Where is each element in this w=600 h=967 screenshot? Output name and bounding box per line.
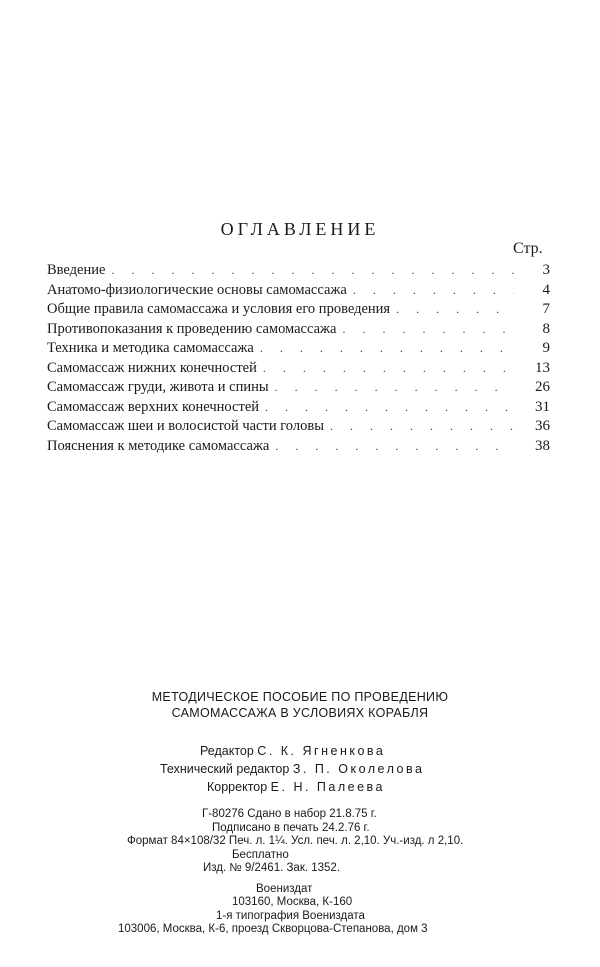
- toc-entry: [47, 418, 550, 438]
- book-title-line: САМОМАССАЖА В УСЛОВИЯХ КОРАБЛЯ: [171, 706, 429, 720]
- toc-entry-title: Техника и методика самомассажа: [47, 340, 254, 356]
- corrector-credit: [0, 778, 600, 796]
- toc-entry: [47, 301, 550, 321]
- toc-leader-dots: [263, 361, 514, 376]
- tech-editor-credit: [0, 760, 600, 778]
- toc-entry-page: 8: [542, 320, 550, 337]
- corrector-name: Е. Н. Палеева: [270, 780, 386, 794]
- toc-leader-dots: [111, 263, 514, 278]
- toc-entry-title: Самомассаж шеи и волосистой части головы: [47, 418, 324, 434]
- toc-entry: [47, 262, 550, 282]
- toc-entry: [47, 379, 550, 399]
- toc-entry-title: Введение: [47, 262, 106, 278]
- order-line: Г-80276 Сдано в набор 21.8.75 г.: [202, 808, 377, 820]
- toc-leader-dots: [265, 400, 514, 415]
- toc-entry-page: 7: [542, 301, 550, 317]
- corrector-label: Корректор: [207, 780, 268, 794]
- toc-entry-page: 26: [535, 379, 550, 395]
- tech-editor-label: Технический редактор: [160, 762, 290, 776]
- toc-entry-title: Пояснения к методике самомассажа: [47, 437, 270, 454]
- toc-entry: [47, 321, 550, 341]
- imprint: [0, 808, 600, 937]
- page-column-label: Стр.: [513, 240, 543, 257]
- toc-entry: [47, 282, 550, 302]
- toc-leader-dots: [275, 380, 514, 395]
- publisher-name: Воениздат: [256, 882, 313, 895]
- toc-list: [47, 262, 550, 457]
- toc-entry: [47, 399, 550, 419]
- staff-credits: [0, 742, 600, 796]
- toc-title: ОГЛАВЛЕНИЕ: [220, 219, 380, 239]
- format-line: Формат 84×108/32 Печ. л. 1¼. Усл. печ. л. 2,10. Уч.-изд. л 2,10.: [127, 835, 464, 847]
- toc-entry-page: 13: [535, 359, 550, 376]
- toc-entry-title: Противопоказания к проведению самомассажа: [47, 320, 337, 337]
- book-title-line: МЕТОДИЧЕСКОЕ ПОСОБИЕ ПО ПРОВЕДЕНИЮ: [151, 690, 449, 704]
- toc-entry-title: Самомассаж груди, живота и спины: [47, 379, 269, 395]
- toc-entry-title: Общие правила самомассажа и условия его проведения: [47, 301, 391, 317]
- toc-leader-dots: [396, 302, 514, 317]
- toc-leader-dots: [330, 419, 514, 434]
- tech-editor-name: З. П. Околелова: [292, 762, 425, 776]
- toc-entry-page: 36: [535, 418, 550, 434]
- printer-name: 1-я типография Воениздата: [216, 909, 365, 922]
- issue-line: Изд. № 9/2461. Зак. 1352.: [203, 862, 341, 874]
- toc-entry: [47, 360, 550, 380]
- price-line: Бесплатно: [232, 848, 289, 861]
- editor-name: С. К. Ягненкова: [257, 744, 386, 758]
- toc-leader-dots: [353, 283, 514, 298]
- toc-entry-title: Самомассаж нижних конечностей: [47, 359, 257, 376]
- toc-leader-dots: [343, 322, 515, 337]
- publisher-address: 103160, Москва, К-160: [232, 896, 353, 908]
- book-title: [0, 689, 600, 721]
- toc-entry-page: 38: [535, 437, 550, 454]
- toc-leader-dots: [260, 341, 514, 356]
- toc-entry-page: 3: [542, 262, 550, 278]
- toc-entry-title: Самомассаж верхних конечностей: [47, 398, 260, 415]
- toc-entry-page: 4: [542, 281, 550, 298]
- toc-entry-title: Анатомо-физиологические основы самомассажа: [47, 281, 347, 298]
- toc-leader-dots: [275, 439, 514, 454]
- editor-label: Редактор: [200, 744, 254, 758]
- toc-entry-page: 9: [542, 340, 550, 356]
- toc-entry: [47, 438, 550, 458]
- signed-line: Подписано в печать 24.2.76 г.: [212, 821, 370, 834]
- printer-address: 103006, Москва, К-6, проезд Скворцова-Степанова, дом 3: [118, 923, 428, 935]
- toc-entry: [47, 340, 550, 360]
- editor-credit: [0, 742, 600, 760]
- toc-entry-page: 31: [535, 398, 550, 415]
